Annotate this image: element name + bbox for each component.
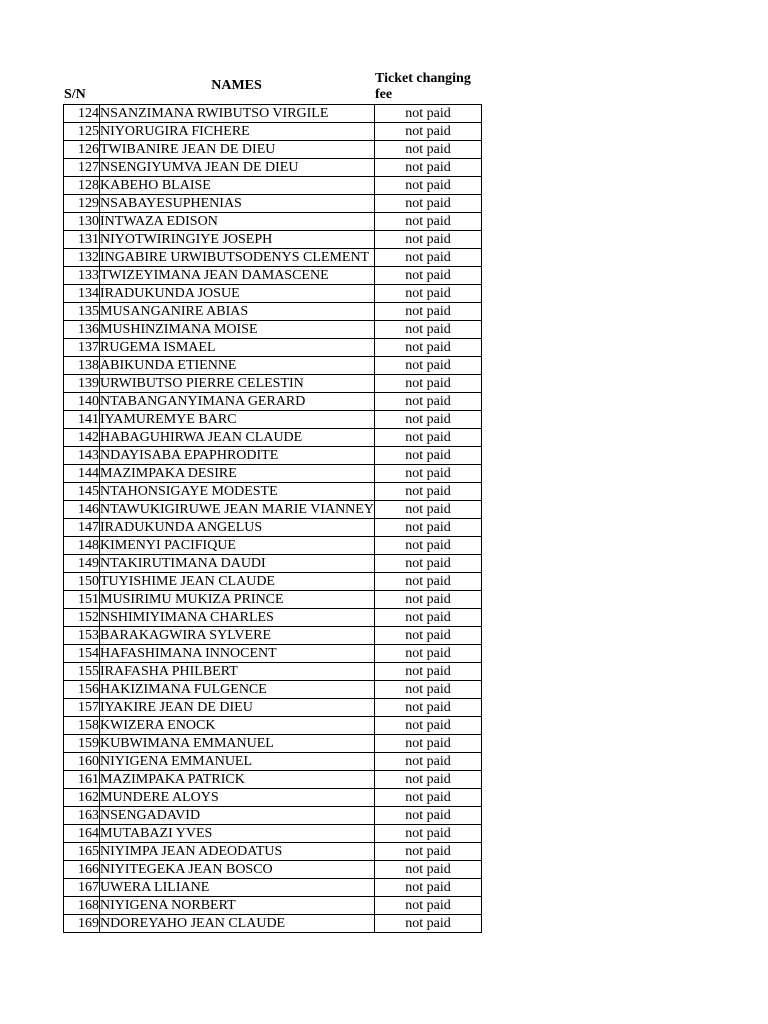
table-row: [64, 771, 482, 789]
fee-status-cell: not paid: [374, 321, 481, 339]
fee-status-cell: not paid: [374, 357, 481, 375]
fee-status-cell: not paid: [374, 195, 481, 213]
serial-number-cell: 126: [64, 141, 100, 159]
fee-status-cell: not paid: [374, 825, 481, 843]
name-cell: NDAYISABA EPAPHRODITE: [100, 447, 375, 465]
fee-status-cell: not paid: [374, 249, 481, 267]
fee-status-cell: not paid: [374, 645, 481, 663]
fee-status-cell: not paid: [374, 231, 481, 249]
fee-status-cell: not paid: [374, 573, 481, 591]
table-row: [64, 681, 482, 699]
name-cell: NIYITEGEKA JEAN BOSCO: [100, 861, 375, 879]
table-row: [64, 843, 482, 861]
fee-status-cell: not paid: [374, 429, 481, 447]
table-row: [64, 357, 482, 375]
name-cell: MAZIMPAKA DESIRE: [100, 465, 375, 483]
serial-number-cell: 130: [64, 213, 100, 231]
fee-status-cell: not paid: [374, 735, 481, 753]
serial-number-cell: 164: [64, 825, 100, 843]
serial-number-cell: 169: [64, 915, 100, 933]
name-cell: NIYOTWIRINGIYE JOSEPH: [100, 231, 375, 249]
fee-status-cell: not paid: [374, 285, 481, 303]
serial-number-cell: 167: [64, 879, 100, 897]
name-cell: TUYISHIME JEAN CLAUDE: [100, 573, 375, 591]
table-row: [64, 879, 482, 897]
name-cell: HAFASHIMANA INNOCENT: [100, 645, 375, 663]
fee-status-cell: not paid: [374, 177, 481, 195]
name-cell: NTAWUKIGIRUWE JEAN MARIE VIANNEY: [100, 502, 374, 517]
table-row: [64, 177, 482, 195]
table-row: [64, 861, 482, 879]
name-cell: NDOREYAHO JEAN CLAUDE: [100, 915, 375, 933]
serial-number-cell: 162: [64, 789, 100, 807]
fee-status-cell: not paid: [374, 303, 481, 321]
name-cell: KIMENYI PACIFIQUE: [100, 537, 375, 555]
serial-number-cell: 163: [64, 807, 100, 825]
name-cell: MUNDERE ALOYS: [100, 789, 375, 807]
table-row: [64, 159, 482, 177]
table-row: [64, 555, 482, 573]
table-row: [64, 717, 482, 735]
name-cell: NSHIMIYIMANA CHARLES: [100, 609, 375, 627]
table-row: [64, 537, 482, 555]
fee-status-cell: not paid: [374, 717, 481, 735]
table-row: [64, 123, 482, 141]
table-row: [64, 699, 482, 717]
fee-status-cell: not paid: [374, 141, 481, 159]
table-row: [64, 519, 482, 537]
serial-number-cell: 149: [64, 555, 100, 573]
table-row: [64, 105, 482, 123]
table-row: [64, 735, 482, 753]
table-row: [64, 573, 482, 591]
fee-status-cell: not paid: [374, 267, 481, 285]
table-row: [64, 393, 482, 411]
serial-number-cell: 139: [64, 375, 100, 393]
serial-number-cell: 156: [64, 681, 100, 699]
fee-status-cell: not paid: [374, 861, 481, 879]
serial-number-cell: 153: [64, 627, 100, 645]
name-cell: IYAKIRE JEAN DE DIEU: [100, 699, 375, 717]
serial-number-cell: 152: [64, 609, 100, 627]
fee-status-cell: not paid: [374, 843, 481, 861]
name-cell: TWIZEYIMANA JEAN DAMASCENE: [100, 267, 375, 285]
serial-number-cell: 155: [64, 663, 100, 681]
table-row: [64, 249, 482, 267]
fee-status-cell: not paid: [374, 213, 481, 231]
table-row: [64, 429, 482, 447]
name-cell: NTAHONSIGAYE MODESTE: [100, 483, 375, 501]
fee-status-cell: not paid: [374, 627, 481, 645]
table-row: [64, 591, 482, 609]
serial-number-cell: 166: [64, 861, 100, 879]
serial-number-cell: 127: [64, 159, 100, 177]
serial-number-cell: 143: [64, 447, 100, 465]
serial-number-cell: 150: [64, 573, 100, 591]
name-cell: ABIKUNDA ETIENNE: [100, 357, 375, 375]
table-row: [64, 807, 482, 825]
table-row: [64, 501, 482, 519]
name-cell: IRADUKUNDA JOSUE: [100, 285, 375, 303]
serial-number-cell: 168: [64, 897, 100, 915]
roster-table: [63, 104, 482, 933]
name-cell: TWIBANIRE JEAN DE DIEU: [100, 141, 375, 159]
name-cell: KABEHO BLAISE: [100, 177, 375, 195]
fee-status-cell: not paid: [374, 699, 481, 717]
table-row: [64, 465, 482, 483]
table-row: [64, 609, 482, 627]
name-cell: MUSHINZIMANA MOISE: [100, 321, 375, 339]
name-cell: IRADUKUNDA ANGELUS: [100, 519, 375, 537]
name-cell: NIYIMPA JEAN ADEODATUS: [100, 843, 375, 861]
serial-number-cell: 140: [64, 393, 100, 411]
table-row: [64, 285, 482, 303]
serial-number-cell: 138: [64, 357, 100, 375]
name-cell: IRAFASHA PHILBERT: [100, 663, 375, 681]
fee-status-cell: not paid: [374, 375, 481, 393]
fee-status-cell: not paid: [374, 105, 481, 123]
serial-number-cell: 144: [64, 465, 100, 483]
table-row: [64, 627, 482, 645]
name-cell: HAKIZIMANA FULGENCE: [100, 681, 375, 699]
serial-number-cell: 134: [64, 285, 100, 303]
table-row: [64, 141, 482, 159]
sn-column-header: S/N: [64, 87, 86, 102]
serial-number-cell: 165: [64, 843, 100, 861]
table-row: [64, 303, 482, 321]
table-row: [64, 213, 482, 231]
name-cell: MUSIRIMU MUKIZA PRINCE: [100, 591, 375, 609]
serial-number-cell: 124: [64, 105, 100, 123]
name-cell: MUSANGANIRE ABIAS: [100, 303, 375, 321]
table-row: [64, 375, 482, 393]
serial-number-cell: 133: [64, 267, 100, 285]
serial-number-cell: 136: [64, 321, 100, 339]
name-cell: URWIBUTSO PIERRE CELESTIN: [100, 375, 375, 393]
fee-status-cell: not paid: [374, 771, 481, 789]
fee-status-cell: not paid: [374, 501, 481, 519]
fee-status-cell: not paid: [374, 339, 481, 357]
serial-number-cell: 161: [64, 771, 100, 789]
serial-number-cell: 145: [64, 483, 100, 501]
serial-number-cell: 142: [64, 429, 100, 447]
fee-status-cell: not paid: [374, 753, 481, 771]
table-row: [64, 267, 482, 285]
name-cell: BARAKAGWIRA SYLVERE: [100, 627, 375, 645]
table-row: [64, 753, 482, 771]
name-cell: NIYORUGIRA FICHERE: [100, 123, 375, 141]
fee-status-cell: not paid: [374, 897, 481, 915]
fee-status-cell: not paid: [374, 159, 481, 177]
serial-number-cell: 137: [64, 339, 100, 357]
table-row: [64, 645, 482, 663]
names-column-header: NAMES: [211, 78, 262, 93]
name-cell: NSANZIMANA RWIBUTSO VIRGILE: [100, 105, 375, 123]
name-cell: INGABIRE URWIBUTSODENYS CLEMENT: [100, 249, 375, 267]
fee-status-cell: not paid: [374, 411, 481, 429]
name-cell: KUBWIMANA EMMANUEL: [100, 735, 375, 753]
name-cell: KWIZERA ENOCK: [100, 717, 375, 735]
table-row: [64, 411, 482, 429]
serial-number-cell: 129: [64, 195, 100, 213]
fee-status-cell: not paid: [374, 879, 481, 897]
table-row: [64, 897, 482, 915]
name-cell: NTABANGANYIMANA GERARD: [100, 393, 375, 411]
name-cell: NSENGADAVID: [100, 807, 375, 825]
table-row: [64, 789, 482, 807]
name-cell: NSENGIYUMVA JEAN DE DIEU: [100, 159, 375, 177]
fee-status-cell: not paid: [374, 591, 481, 609]
name-cell: NIYIGENA EMMANUEL: [100, 753, 375, 771]
roster-table-body: [64, 105, 482, 933]
serial-number-cell: 135: [64, 303, 100, 321]
table-row: [64, 231, 482, 249]
fee-status-cell: not paid: [374, 465, 481, 483]
table-row: [64, 321, 482, 339]
name-cell: NTAKIRUTIMANA DAUDI: [100, 555, 375, 573]
serial-number-cell: 128: [64, 177, 100, 195]
name-cell: NIYIGENA NORBERT: [100, 897, 375, 915]
serial-number-cell: 125: [64, 123, 100, 141]
fee-status-cell: not paid: [374, 447, 481, 465]
fee-status-cell: not paid: [374, 681, 481, 699]
name-cell: UWERA LILIANE: [100, 879, 375, 897]
fee-status-cell: not paid: [374, 393, 481, 411]
fee-status-cell: not paid: [374, 537, 481, 555]
serial-number-cell: 151: [64, 591, 100, 609]
table-row: [64, 915, 482, 933]
name-cell: IYAMUREMYE BARC: [100, 411, 375, 429]
fee-status-cell: not paid: [374, 555, 481, 573]
serial-number-cell: 157: [64, 699, 100, 717]
fee-status-cell: not paid: [374, 519, 481, 537]
fee-column-header: Ticket changing fee: [375, 71, 471, 102]
name-cell: NSABAYESUPHENIAS: [100, 195, 375, 213]
fee-status-cell: not paid: [374, 483, 481, 501]
serial-number-cell: 160: [64, 753, 100, 771]
table-row: [64, 663, 482, 681]
fee-status-cell: not paid: [374, 789, 481, 807]
serial-number-cell: 132: [64, 249, 100, 267]
fee-status-cell: not paid: [374, 915, 481, 933]
fee-status-cell: not paid: [374, 663, 481, 681]
serial-number-cell: 148: [64, 537, 100, 555]
serial-number-cell: 141: [64, 411, 100, 429]
serial-number-cell: 131: [64, 231, 100, 249]
serial-number-cell: 159: [64, 735, 100, 753]
table-row: [64, 339, 482, 357]
name-cell: HABAGUHIRWA JEAN CLAUDE: [100, 429, 375, 447]
table-row: [64, 195, 482, 213]
fee-status-cell: not paid: [374, 807, 481, 825]
serial-number-cell: 158: [64, 717, 100, 735]
fee-status-cell: not paid: [374, 123, 481, 141]
serial-number-cell: 147: [64, 519, 100, 537]
table-row: [64, 825, 482, 843]
table-row: [64, 447, 482, 465]
name-cell: MAZIMPAKA PATRICK: [100, 771, 375, 789]
serial-number-cell: 146: [64, 501, 100, 519]
name-cell: MUTABAZI YVES: [100, 825, 375, 843]
name-cell: INTWAZA EDISON: [100, 213, 375, 231]
serial-number-cell: 154: [64, 645, 100, 663]
table-row: [64, 483, 482, 501]
name-cell: RUGEMA ISMAEL: [100, 339, 375, 357]
fee-status-cell: not paid: [374, 609, 481, 627]
